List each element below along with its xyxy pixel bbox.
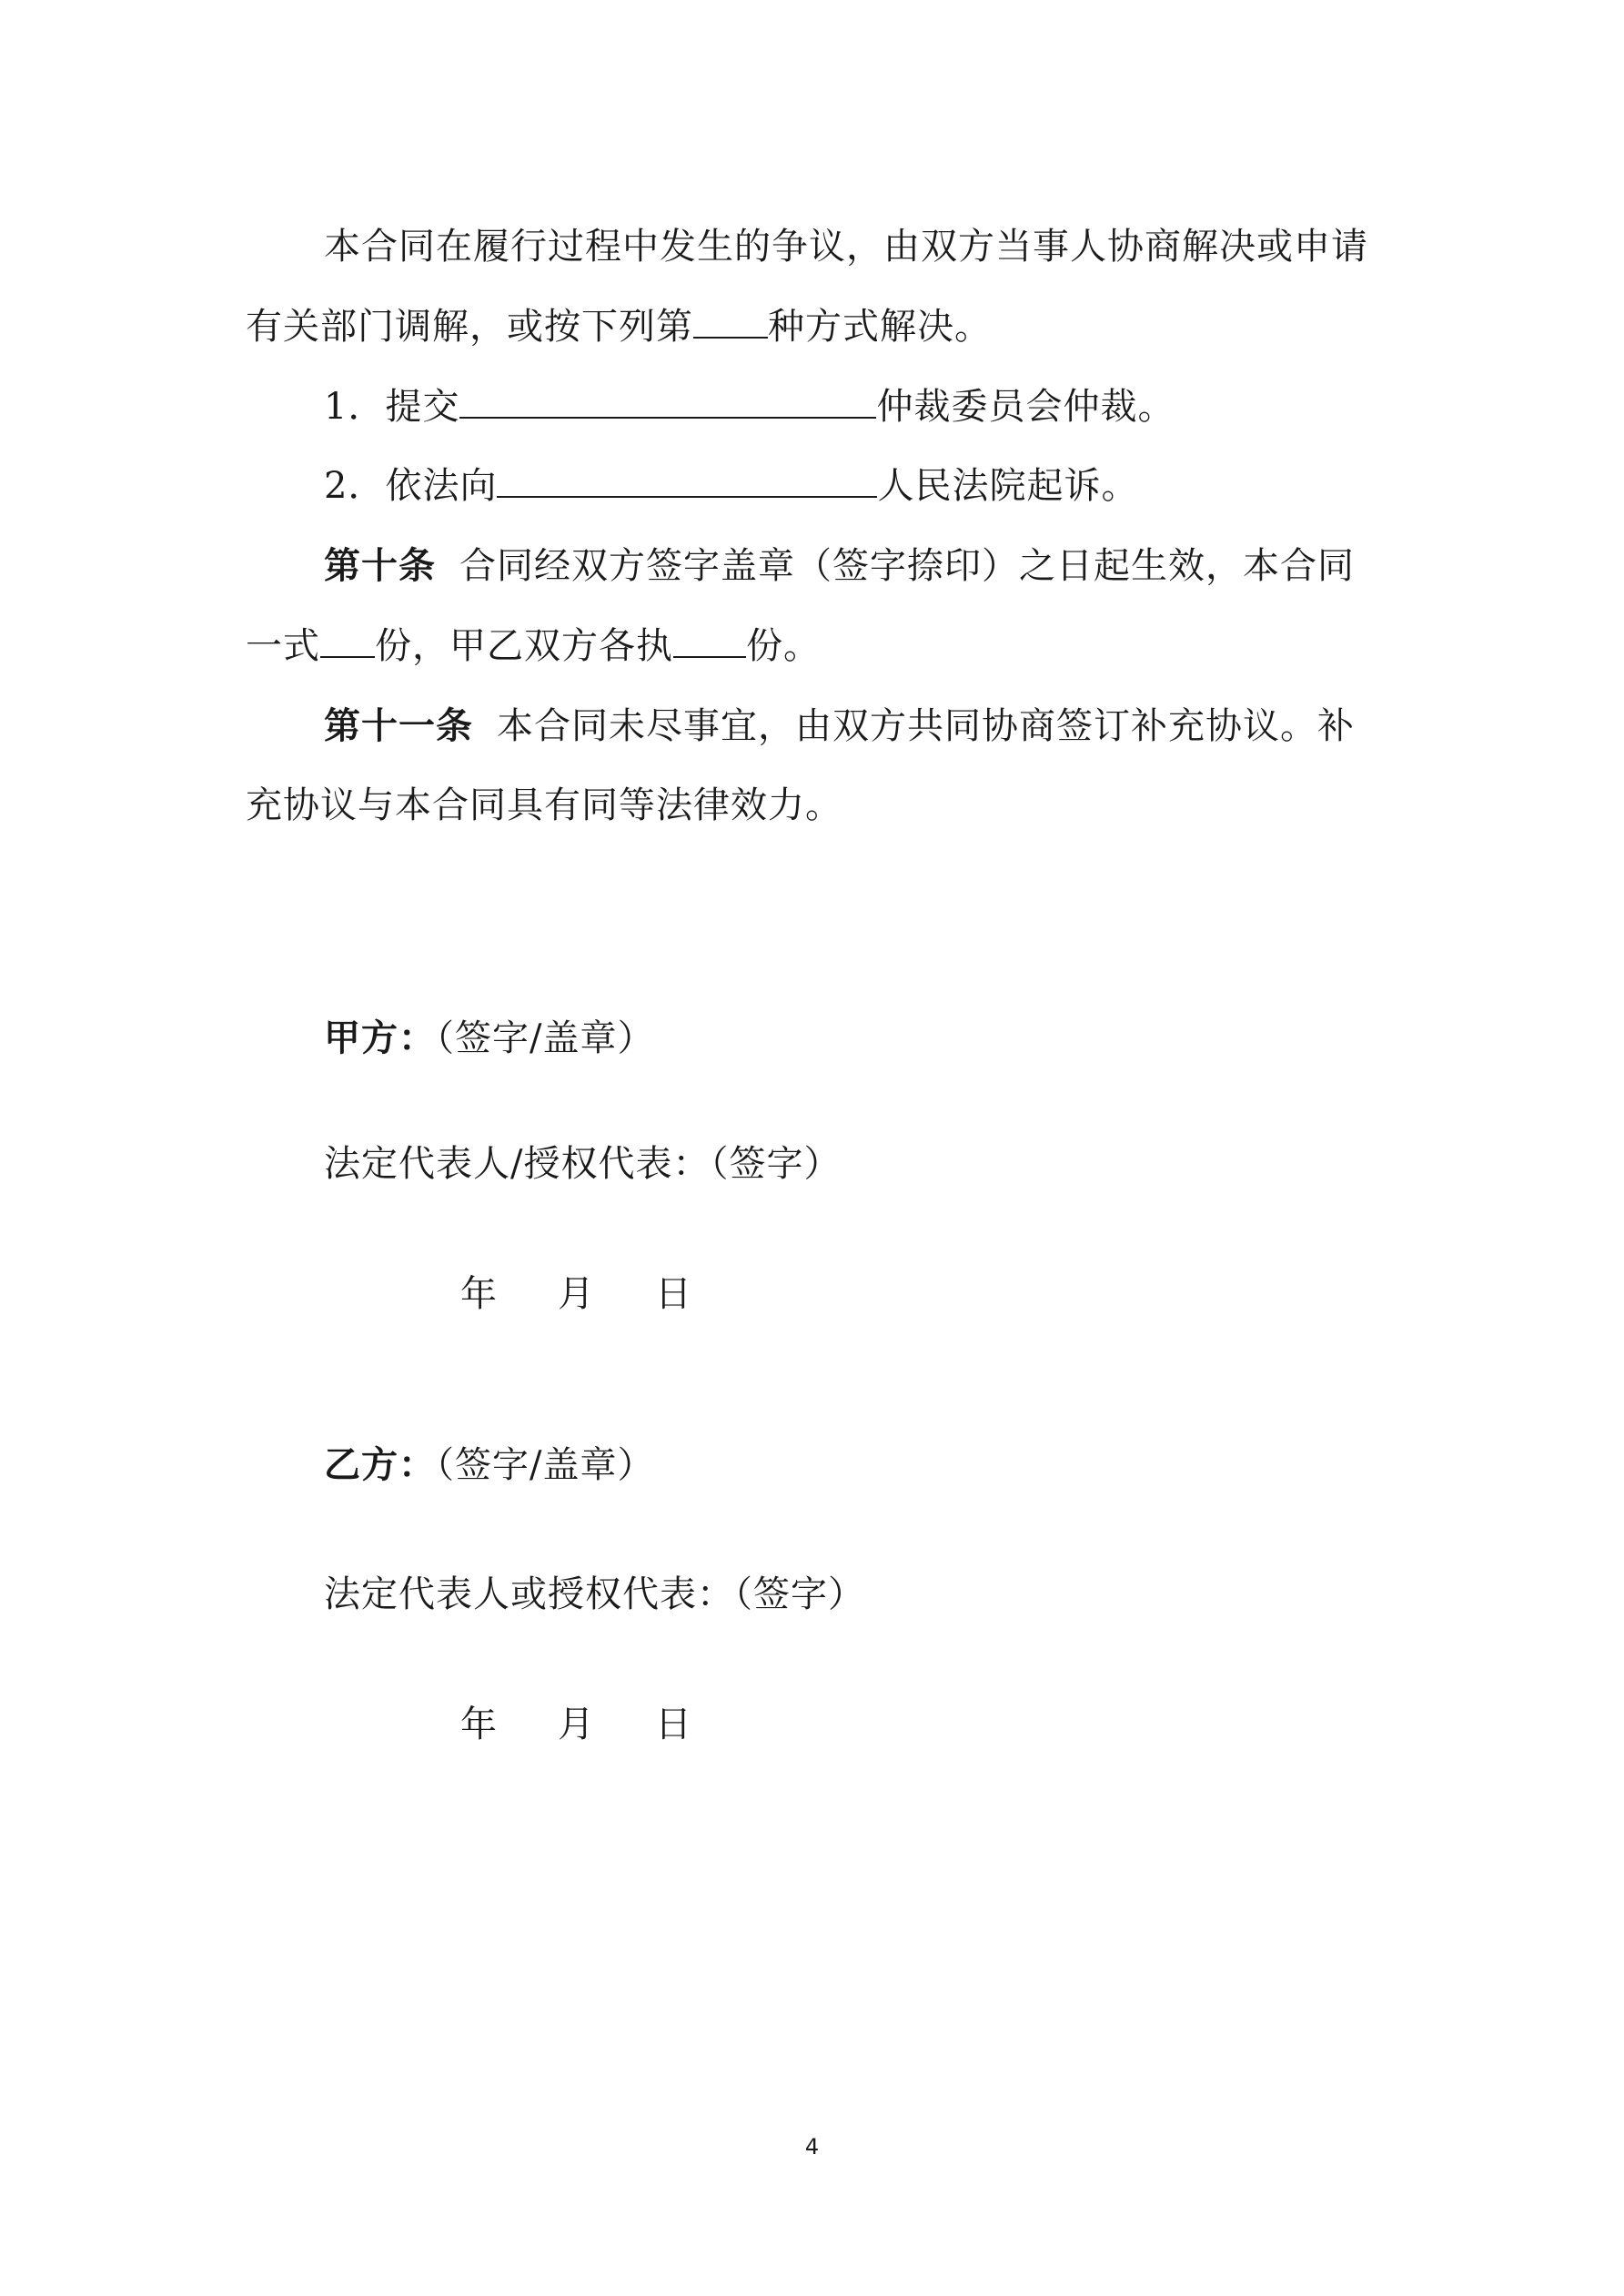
article-text: 充协议与本合同具有同等法律效力。 [246, 784, 842, 826]
year-label: 年 [460, 1704, 498, 1745]
party-a-representative [324, 1138, 1470, 1189]
party-b-label: 乙方： [324, 1443, 436, 1486]
dispute-text: 种方式解决。 [768, 306, 992, 348]
article-10-line-1 [324, 541, 1470, 592]
day-label: 日 [655, 1273, 692, 1315]
article-11-line-2 [246, 780, 1392, 831]
party-a-signature [324, 1013, 1470, 1064]
year-label: 年 [460, 1273, 498, 1315]
article-11-line-1 [324, 701, 1470, 752]
article-heading: 第十条 [324, 544, 436, 587]
month-label: 月 [558, 1704, 595, 1745]
article-text: 份，甲乙双方各执 [375, 625, 673, 667]
representative-text: 法定代表人/授权代表：（签字） [324, 1143, 842, 1185]
dispute-line-1 [324, 221, 1470, 272]
option-2 [324, 460, 1470, 511]
party-b-date [460, 1699, 1607, 1750]
option-label: 1．提交 [324, 386, 460, 428]
article-10-line-2 [246, 620, 1392, 672]
article-heading: 第十一条 [324, 704, 473, 747]
court-name-blank[interactable] [497, 460, 877, 498]
signature-hint: （签字/盖章） [436, 1017, 655, 1059]
option-1 [324, 380, 1470, 432]
party-b-representative [324, 1569, 1470, 1620]
dispute-text: 有关部门调解，或按下列第 [246, 306, 693, 348]
copies-total-blank[interactable] [320, 620, 375, 658]
option-label: 2．依法向 [324, 465, 498, 507]
party-b-signature [324, 1440, 1470, 1491]
party-a-date [460, 1269, 1607, 1320]
dispute-text: 本合同在履行过程中发生的争议，由双方当事人协商解决或申请 [324, 226, 1368, 268]
party-a-label: 甲方： [324, 1017, 436, 1059]
article-text: 一式 [246, 625, 320, 667]
copies-each-blank[interactable] [673, 620, 746, 658]
day-label: 日 [655, 1704, 692, 1745]
representative-text: 法定代表人或授权代表：（签字） [324, 1573, 865, 1615]
month-label: 月 [558, 1273, 595, 1315]
signature-hint: （签字/盖章） [436, 1444, 655, 1486]
article-text: 本合同未尽事宜，由双方共同协商签订补充协议。补 [497, 705, 1355, 747]
arbitration-committee-blank[interactable] [459, 380, 876, 419]
article-text: 合同经双方签字盖章（签字捺印）之日起生效，本合同 [459, 545, 1355, 587]
page-number: 4 [804, 2134, 820, 2159]
method-number-blank[interactable] [693, 300, 768, 339]
article-text: 份。 [746, 625, 821, 667]
option-suffix: 人民法院起诉。 [877, 465, 1139, 507]
dispute-line-2 [246, 300, 1392, 352]
option-suffix: 仲裁委员会仲裁。 [876, 386, 1175, 428]
